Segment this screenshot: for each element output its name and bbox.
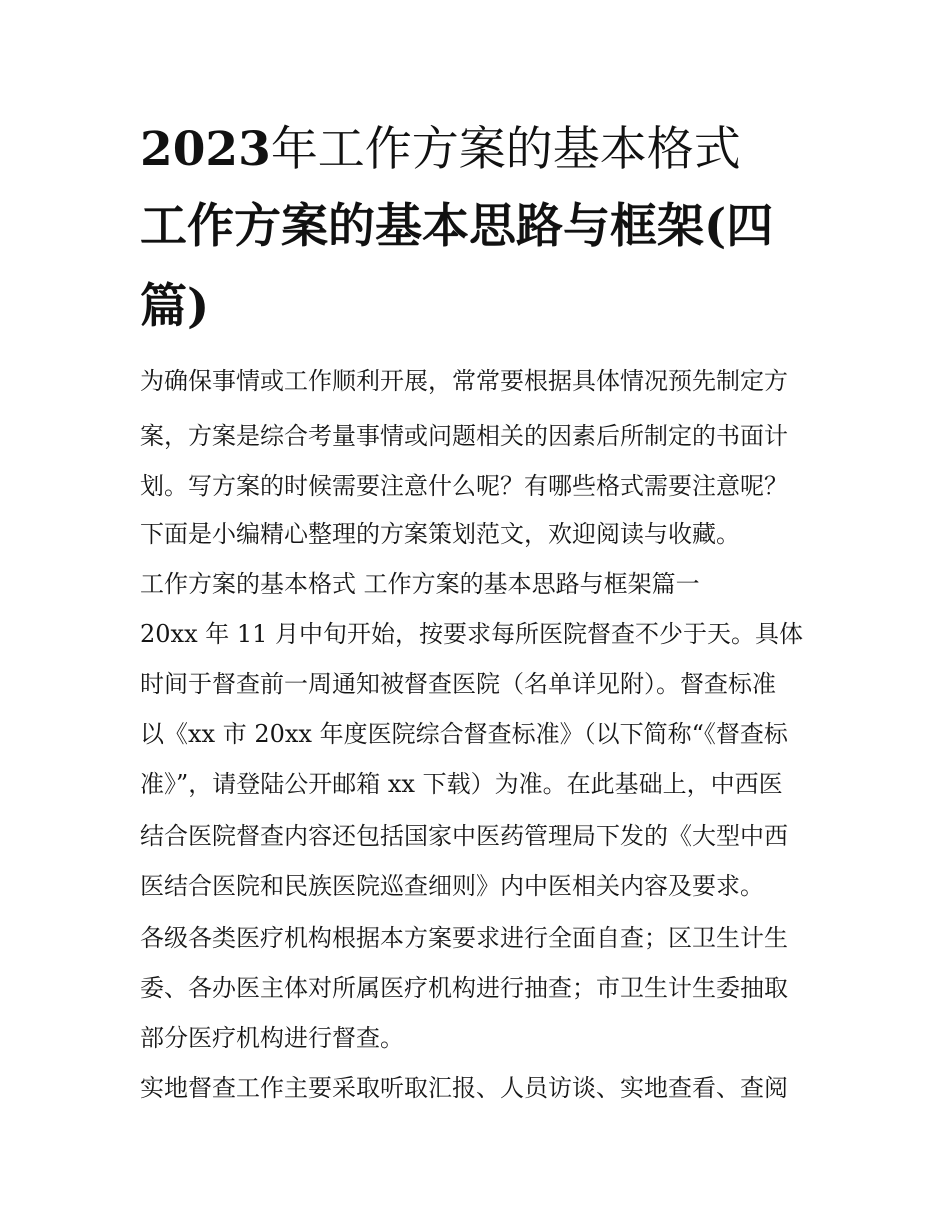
body-line-15: 实地督查工作主要采取听取汇报、人员访谈、实地查看、查阅 <box>140 1074 788 1102</box>
body-line-1: 为确保事情或工作顺利开展，常常要根据具体情况预先制定方 <box>140 367 788 395</box>
title-year: 2023 <box>140 122 271 177</box>
title-line-1-rest: 年工作方案的基本格式 <box>270 122 741 177</box>
body-line-2: 案，方案是综合考量事情或问题相关的因素后所制定的书面计 <box>140 422 788 450</box>
body-line-4: 下面是小编精心整理的方案策划范文，欢迎阅读与收藏。 <box>140 520 740 548</box>
document-title-line-3: 篇) <box>140 279 210 334</box>
body-line-9: 准》”，请登陆公开邮箱 xx 下载）为准。在此基础上，中西医 <box>140 770 783 798</box>
document-title-line-1 <box>140 122 820 177</box>
body-line-14: 部分医疗机构进行督查。 <box>140 1024 404 1052</box>
body-line-8: 以《xx 市 20xx 年度医院综合督查标准》（以下简称“《督查标 <box>140 720 788 748</box>
document-title-line-2: 工作方案的基本思路与框架(四 <box>140 199 774 254</box>
body-line-10: 结合医院督查内容还包括国家中医药管理局下发的《大型中西 <box>140 822 788 850</box>
body-line-5: 工作方案的基本格式 工作方案的基本思路与框架篇一 <box>140 570 700 598</box>
body-line-6: 20xx 年 11 月中旬开始，按要求每所医院督查不少于天。具体 <box>140 620 804 648</box>
body-line-11: 医结合医院和民族医院巡查细则》内中医相关内容及要求。 <box>140 872 764 900</box>
body-line-13: 委、各办医主体对所属医疗机构进行抽查；市卫生计生委抽取 <box>140 974 788 1002</box>
body-line-3: 划。写方案的时候需要注意什么呢？有哪些格式需要注意呢？ <box>140 472 788 500</box>
body-line-12: 各级各类医疗机构根据本方案要求进行全面自查；区卫生计生 <box>140 924 788 952</box>
body-line-7: 时间于督查前一周通知被督查医院（名单详见附）。督查标准 <box>140 670 776 698</box>
